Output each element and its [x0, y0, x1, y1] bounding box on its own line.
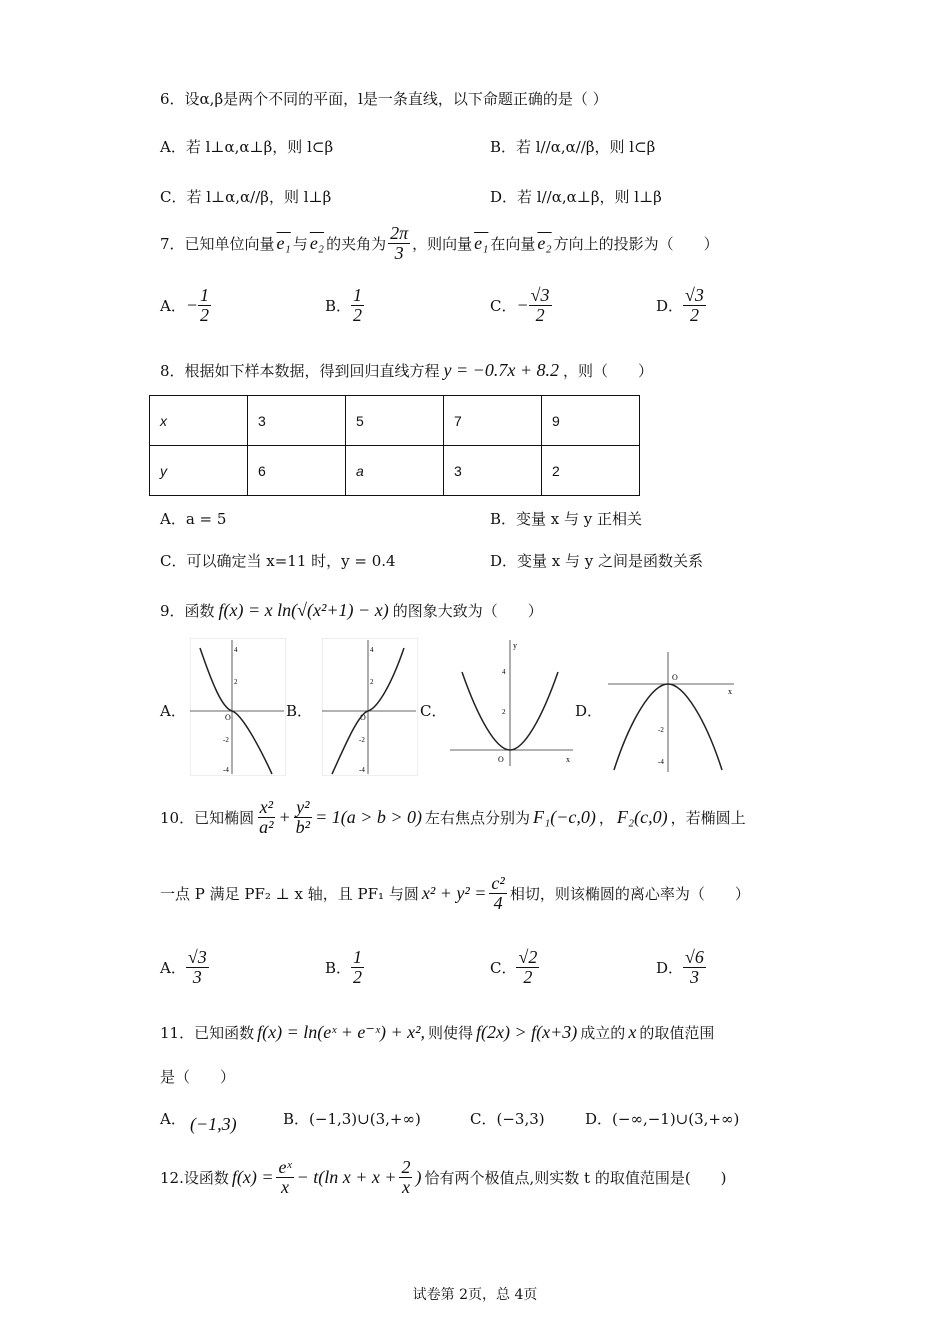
q7-stem: 7．已知单位向量 e₁ 与 e₂ 的夹角为 $\frac{2\pi}{3}$ ，则向量 e₁ 在向量 e₂ 方向上的投影为（ ） [160, 223, 719, 263]
q6-option-b: B．若 l//α,α//β，则 l⊂β [490, 138, 656, 156]
q7-option-b: B． $\frac{1}{2}$ [325, 285, 363, 325]
q12-stem: 12.设函数 f(x) = $\frac{\text{eˣ}}{x}$ − t(ln x + x + $\frac{2}{x}$ ) 恰有两个极值点,则实数 t 的取值范围是( ) [160, 1157, 727, 1197]
q11-option-a: (−1,3) [190, 1114, 237, 1134]
q9-label-c: C． [420, 702, 447, 720]
angle-fraction: $\frac{2\pi}{3}$ [390, 223, 409, 263]
svg-text:2: 2 [502, 708, 506, 716]
q8-option-a: A．a = 5 [160, 510, 227, 528]
q6-option-a: A．若 l⊥α,α⊥β，则 l⊂β [160, 138, 334, 156]
q11-line2: 是（ ） [160, 1068, 236, 1086]
graph-d [608, 650, 736, 774]
q11-line1: 11．已知函数 f(x) = ln(eˣ + e⁻ˣ) + x², 则使得 f(2x) > f(x+3) 成立的 x 的取值范围 [160, 1022, 715, 1042]
table-row: x 3 5 7 9 [150, 396, 640, 446]
svg-text:O: O [672, 673, 678, 682]
q10-option-a: A． $\frac{√3}{3}$ [160, 947, 207, 987]
q6-option-d: D．若 l//α,α⊥β，则 l⊥β [490, 188, 662, 206]
q10-line2: 一点 P 满足 PF₂ ⊥ x 轴，且 PF₁ 与圆 x² + y² = $\frac{\text{c²}}{4}$ 相切，则该椭圆的离心率为（ ） [160, 873, 750, 913]
svg-text:y: y [513, 641, 517, 650]
svg-text:-2: -2 [359, 736, 365, 744]
svg-text:x: x [566, 755, 570, 764]
q10-line1: 10．已知椭圆 $\frac{\text{x²}}{\text{a²}}$ + $\frac{\text{y²}}{\text{b²}}$ = 1(a > b > 0) 左右焦点分别为 F₁(−c,0) ， F₂(c,0) ，若椭圆上 [160, 797, 746, 837]
svg-text:4: 4 [234, 646, 238, 654]
q8-option-b: B．变量 x 与 y 正相关 [490, 510, 643, 528]
svg-text:2: 2 [370, 678, 374, 686]
q10-option-b: B． $\frac{1}{2}$ [325, 947, 363, 987]
q9-label-b: B． [286, 702, 313, 720]
svg-text:-2: -2 [223, 736, 229, 744]
graph-c [450, 638, 575, 768]
svg-text:-4: -4 [359, 766, 365, 774]
vector-e1: e₁ [276, 232, 291, 253]
q8-stem: 8．根据如下样本数据，得到回归直线方程 y = −0.7x + 8.2 ，则（ ） [160, 360, 653, 380]
vector-e2: e₂ [309, 232, 325, 253]
q7-option-a: A． − $\frac{1}{2}$ [160, 285, 209, 325]
q11-option-b: B．(−1,3)∪(3,+∞) [283, 1110, 421, 1128]
q11-option-c: C．(−3,3) [470, 1110, 545, 1128]
graph-b [322, 638, 418, 776]
regression-equation: y = −0.7x + 8.2 [443, 360, 559, 380]
q9-label-a: A． [160, 702, 186, 720]
sample-data-table [149, 395, 640, 496]
q11-option-a-label: A． [160, 1110, 186, 1128]
q6-stem: 6．设α,β是两个不同的平面，l是一条直线，以下命题正确的是（ ） [160, 90, 608, 108]
svg-text:O: O [225, 713, 231, 722]
svg-text:O: O [498, 755, 504, 764]
svg-text:2: 2 [234, 678, 238, 686]
svg-text:-4: -4 [658, 758, 664, 766]
q8-option-d: D．变量 x 与 y 之间是函数关系 [490, 552, 704, 570]
graph-a [190, 638, 286, 776]
q10-option-c: C． $\frac{√2}{2}$ [490, 947, 538, 987]
page-footer: 试卷第 2页，总 4页 [412, 1287, 538, 1303]
q8-option-c: C．可以确定当 x=11 时，y = 0.4 [160, 552, 396, 570]
svg-text:-4: -4 [223, 766, 229, 774]
svg-text:-2: -2 [658, 726, 664, 734]
svg-text:x: x [728, 687, 732, 696]
q9-stem: 9．函数 f(x) = x ln(√(x²+1) − x) 的图象大致为（ ） [160, 600, 543, 620]
svg-text:4: 4 [370, 646, 374, 654]
function-expression: f(x) = x ln(√(x²+1) − x) [218, 600, 389, 620]
q7-option-c: C． − $\frac{√3}{2}$ [490, 285, 550, 325]
q7-option-d: D． $\frac{√3}{2}$ [656, 285, 704, 325]
q11-option-d: D．(−∞,−1)∪(3,+∞) [585, 1110, 740, 1128]
svg-text:4: 4 [502, 668, 506, 676]
q9-label-d: D． [575, 702, 603, 720]
q6-option-c: C．若 l⊥α,α//β，则 l⊥β [160, 188, 332, 206]
svg-text:O: O [360, 713, 366, 722]
table-row: y 6 a 3 2 [150, 446, 640, 496]
q10-option-d: D． $\frac{√6}{3}$ [656, 947, 704, 987]
